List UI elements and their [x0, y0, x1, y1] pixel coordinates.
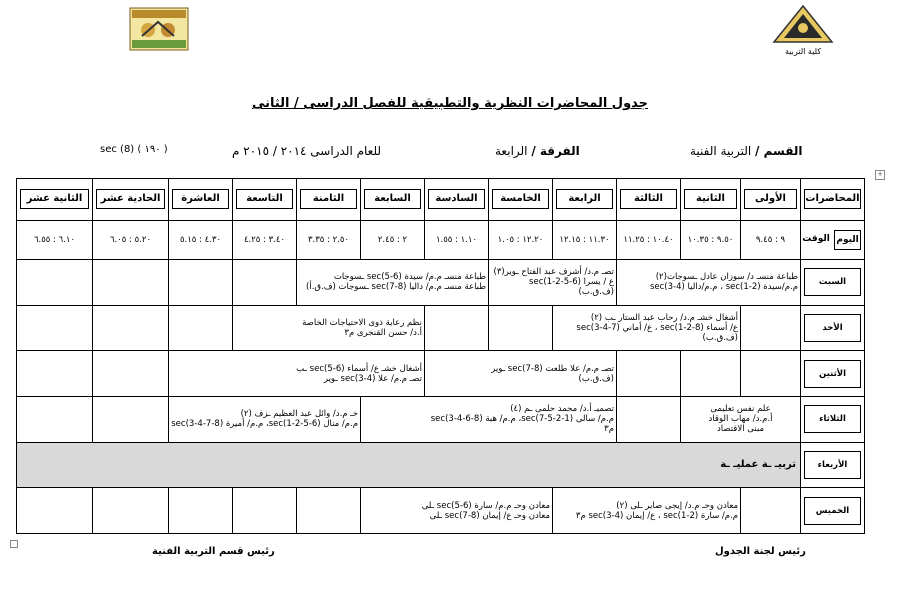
lectures-header: المحاضرات	[801, 179, 865, 221]
empty-cell	[169, 260, 233, 306]
grade-value: الرابعة	[495, 144, 528, 158]
times-row	[17, 220, 865, 260]
empty-cell	[233, 260, 297, 306]
department-head-signature: رئيس قسم التربية الفنية	[152, 546, 275, 557]
time-slot: ١٢.٢٠ : ١.٠٥	[489, 220, 553, 260]
lecture-cell: طباعة منسـ د/ سوزان عادل ـسوجات(٢) م.م/سيدة (2-1)sec ، م.م/داليا (4-3)sec	[617, 260, 801, 306]
academic-year: للعام الدراسى ٢٠١٤ / ٢٠١٥ م	[232, 144, 382, 158]
lecture-cell: تصميـ أ.د/ محمد حلمى ـم (٤) م.م/ سالى (1-2-5-7)sec، م.م/ هبة (8-6-4-3)sec م٣	[361, 397, 617, 443]
practical-education-cell: تربيـ ـة عمليـ ـة	[17, 442, 801, 488]
period-header: الرابعة	[553, 179, 617, 221]
department-logo	[128, 6, 190, 52]
department-value: التربية الفنية	[690, 144, 752, 158]
empty-cell	[93, 351, 169, 397]
empty-cell	[741, 351, 801, 397]
time-slot: ٩ : ٩.٤٥	[741, 220, 801, 260]
empty-cell	[489, 305, 553, 351]
day-row-tuesday	[17, 397, 865, 443]
grade-info	[495, 144, 580, 158]
schedule-committee-signature: رئيس لجنة الجدول	[715, 546, 806, 557]
empty-cell	[17, 351, 93, 397]
table-move-handle-icon[interactable]: +	[875, 170, 885, 180]
time-slot: ٢.٥٠ : ٣.٣٥	[297, 220, 361, 260]
period-header: التاسعة	[233, 179, 297, 221]
svg-text:كلية التربية: كلية التربية	[784, 47, 822, 56]
period-header: الخامسة	[489, 179, 553, 221]
page-title: جدول المحاضرات النظرية والتطبيقية للفصل الدراسى / الثانى	[251, 96, 649, 111]
time-slot: ١.١٠ : ١.٥٥	[425, 220, 489, 260]
day-time-header: اليوم الوقت	[801, 220, 865, 260]
day-label: الأثنين	[801, 351, 865, 397]
period-header: الثالثة	[617, 179, 681, 221]
empty-cell	[93, 488, 169, 534]
empty-cell	[233, 488, 297, 534]
lecture-cell: تصـ م.م/ علا طلعت (8-7)sec ـوير (ف.ق.ب)	[425, 351, 617, 397]
period-header: العاشرة	[169, 179, 233, 221]
lecture-cell: طباعة منسـ م.م/ سيدة (6-5)sec ـسوجات طباعة منسـ م.م/ داليا (8-7)sec ـسوجات (ف.ق.أ)	[297, 260, 489, 306]
lecture-cell: خـ م.د/ وائل عبد العظيم ـزف (٢) م.م/ منال (6-5-2-1)sec، م.م/ أميرة (8-7-4-3)sec	[169, 397, 361, 443]
empty-cell	[425, 305, 489, 351]
day-label: الأربعاء	[801, 442, 865, 488]
day-row-monday	[17, 351, 865, 397]
empty-cell	[297, 488, 361, 534]
empty-cell	[93, 305, 169, 351]
periods-header-row	[17, 179, 865, 221]
lecture-cell: علم نفس تعليمى أ.م.د/ مهاب الوقاد مبنى الاقتصاد	[681, 397, 801, 443]
day-label: السبت	[801, 260, 865, 306]
period-header: الحادية عشر	[93, 179, 169, 221]
empty-cell	[17, 305, 93, 351]
section-count: sec (8) ( ١٩٠ )	[100, 144, 168, 155]
lecture-cell: معادن وحـ م.د/ إيجى صابر ـلى (٢) م.م/ سارة (2-1)sec ، ع/ إيمان (4-3)sec م٣	[553, 488, 741, 534]
department-label: القسم /	[755, 144, 803, 158]
day-row-thursday	[17, 488, 865, 534]
empty-cell	[17, 397, 93, 443]
time-slot: ١٠.٤٠ : ١١.٢٥	[617, 220, 681, 260]
time-slot: ٢ : ٢.٤٥	[361, 220, 425, 260]
table-resize-handle-icon[interactable]	[10, 540, 18, 548]
empty-cell	[741, 488, 801, 534]
time-slot: ٦.١٠ : ٦.٥٥	[17, 220, 93, 260]
empty-cell	[93, 397, 169, 443]
period-header: الثامنة	[297, 179, 361, 221]
period-header: السادسة	[425, 179, 489, 221]
period-header: الثانية	[681, 179, 741, 221]
time-slot: ٥.٢٠ : ٦.٠٥	[93, 220, 169, 260]
empty-cell	[681, 351, 741, 397]
empty-cell	[169, 488, 233, 534]
empty-cell	[741, 305, 801, 351]
day-label: الثلاثاء	[801, 397, 865, 443]
day-row-saturday	[17, 260, 865, 306]
lecture-cell: أشغال خشـ م.د/ رحاب عبد الستار ـب (٢) ع/ أسماء (8-2-1)sec ، ع/ أماني (7-4-3)sec (ف.ق.ب)	[553, 305, 741, 351]
empty-cell	[169, 305, 233, 351]
day-label: الأحد	[801, 305, 865, 351]
lecture-cell: أشغال خشـ ع/ أسماء (6-5)sec ـب تصـ م.م/ علا (4-3)sec ـوير	[169, 351, 425, 397]
day-row-wednesday	[17, 442, 865, 488]
grade-label: الفرقة /	[531, 144, 580, 158]
faculty-logo	[768, 2, 838, 60]
empty-cell	[617, 397, 681, 443]
period-header: السابعة	[361, 179, 425, 221]
department-info	[690, 144, 802, 158]
lecture-cell: نظم رعاية ذوى الاحتياجات الخاصة أ.د/ حسن القنجرى م٣	[233, 305, 425, 351]
time-slot: ١١.٣٠ : ١٢.١٥	[553, 220, 617, 260]
period-header: الأولى	[741, 179, 801, 221]
schedule-table	[16, 178, 865, 534]
lecture-cell: تصـ م.د/ أشرف عبد الفتاح ـوير(٣) ع / يسرا (6-5-2-1)sec (ف.ق.ب)	[489, 260, 617, 306]
time-slot: ٤.٣٠ : ٥.١٥	[169, 220, 233, 260]
time-slot: ٣.٤٠ : ٤.٢٥	[233, 220, 297, 260]
empty-cell	[17, 488, 93, 534]
day-label: الخميس	[801, 488, 865, 534]
time-slot: ٩.٥٠ : ١٠.٣٥	[681, 220, 741, 260]
empty-cell	[617, 351, 681, 397]
empty-cell	[93, 260, 169, 306]
day-row-sunday	[17, 305, 865, 351]
empty-cell	[17, 260, 93, 306]
lecture-cell: معادن وحـ م.م/ سارة (6-5)sec ـلى معادن وحـ ع/ إيمان (8-7)sec ـلى	[361, 488, 553, 534]
period-header: الثانية عشر	[17, 179, 93, 221]
